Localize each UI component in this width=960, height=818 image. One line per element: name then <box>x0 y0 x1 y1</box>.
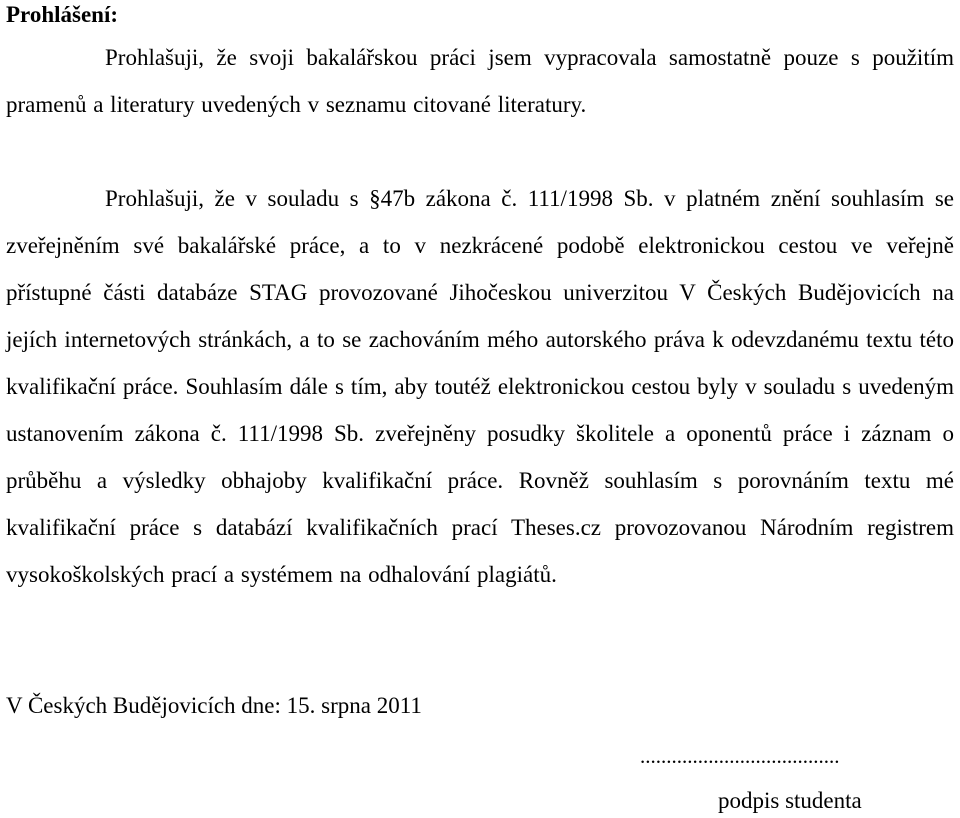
signature-label: podpis studenta <box>718 788 862 813</box>
place-and-date: V Českých Budějovicích dne: 15. srpna 2011 <box>6 693 422 718</box>
declaration-paragraph-publication-consent: Prohlašuji, že v souladu s §47b zákona č. 111/1998 Sb. v platném znění souhlasím se zveřejněním své bakalářské práce, a to v nezkrácené podobě elektronickou cestou ve veřejně přístupné části databáze STAG provozované Jihočeskou univerzitou V Českých Budějovicích na jejích internetových stránkách, a to se zachováním mého autorského práva k odevzdanému textu této kvalifikační práce. Souhlasím dále s tím, aby toutéž elektronickou cestou byly v souladu s uvedeným ustanovením zákona č. 111/1998 Sb. zveřejněny posudky školitele a oponentů práce i záznam o průběhu a výsledky obhajoby kvalifikační práce. Rovněž souhlasím s porovnáním textu mé kvalifikační práce s databází kvalifikačních prací Theses.cz provozovanou Národním registrem vysokoškolských prací a systémem na odhalování plagiátů. <box>6 186 954 587</box>
page-title: Prohlášení: <box>6 2 119 27</box>
signature-line: ...................................... <box>640 744 840 768</box>
declaration-paragraph-authorship: Prohlašuji, že svoji bakalářskou práci jsem vypracovala samostatně pouze s použitím pramenů a literatury uvedených v seznamu citované literatury. <box>6 45 954 117</box>
